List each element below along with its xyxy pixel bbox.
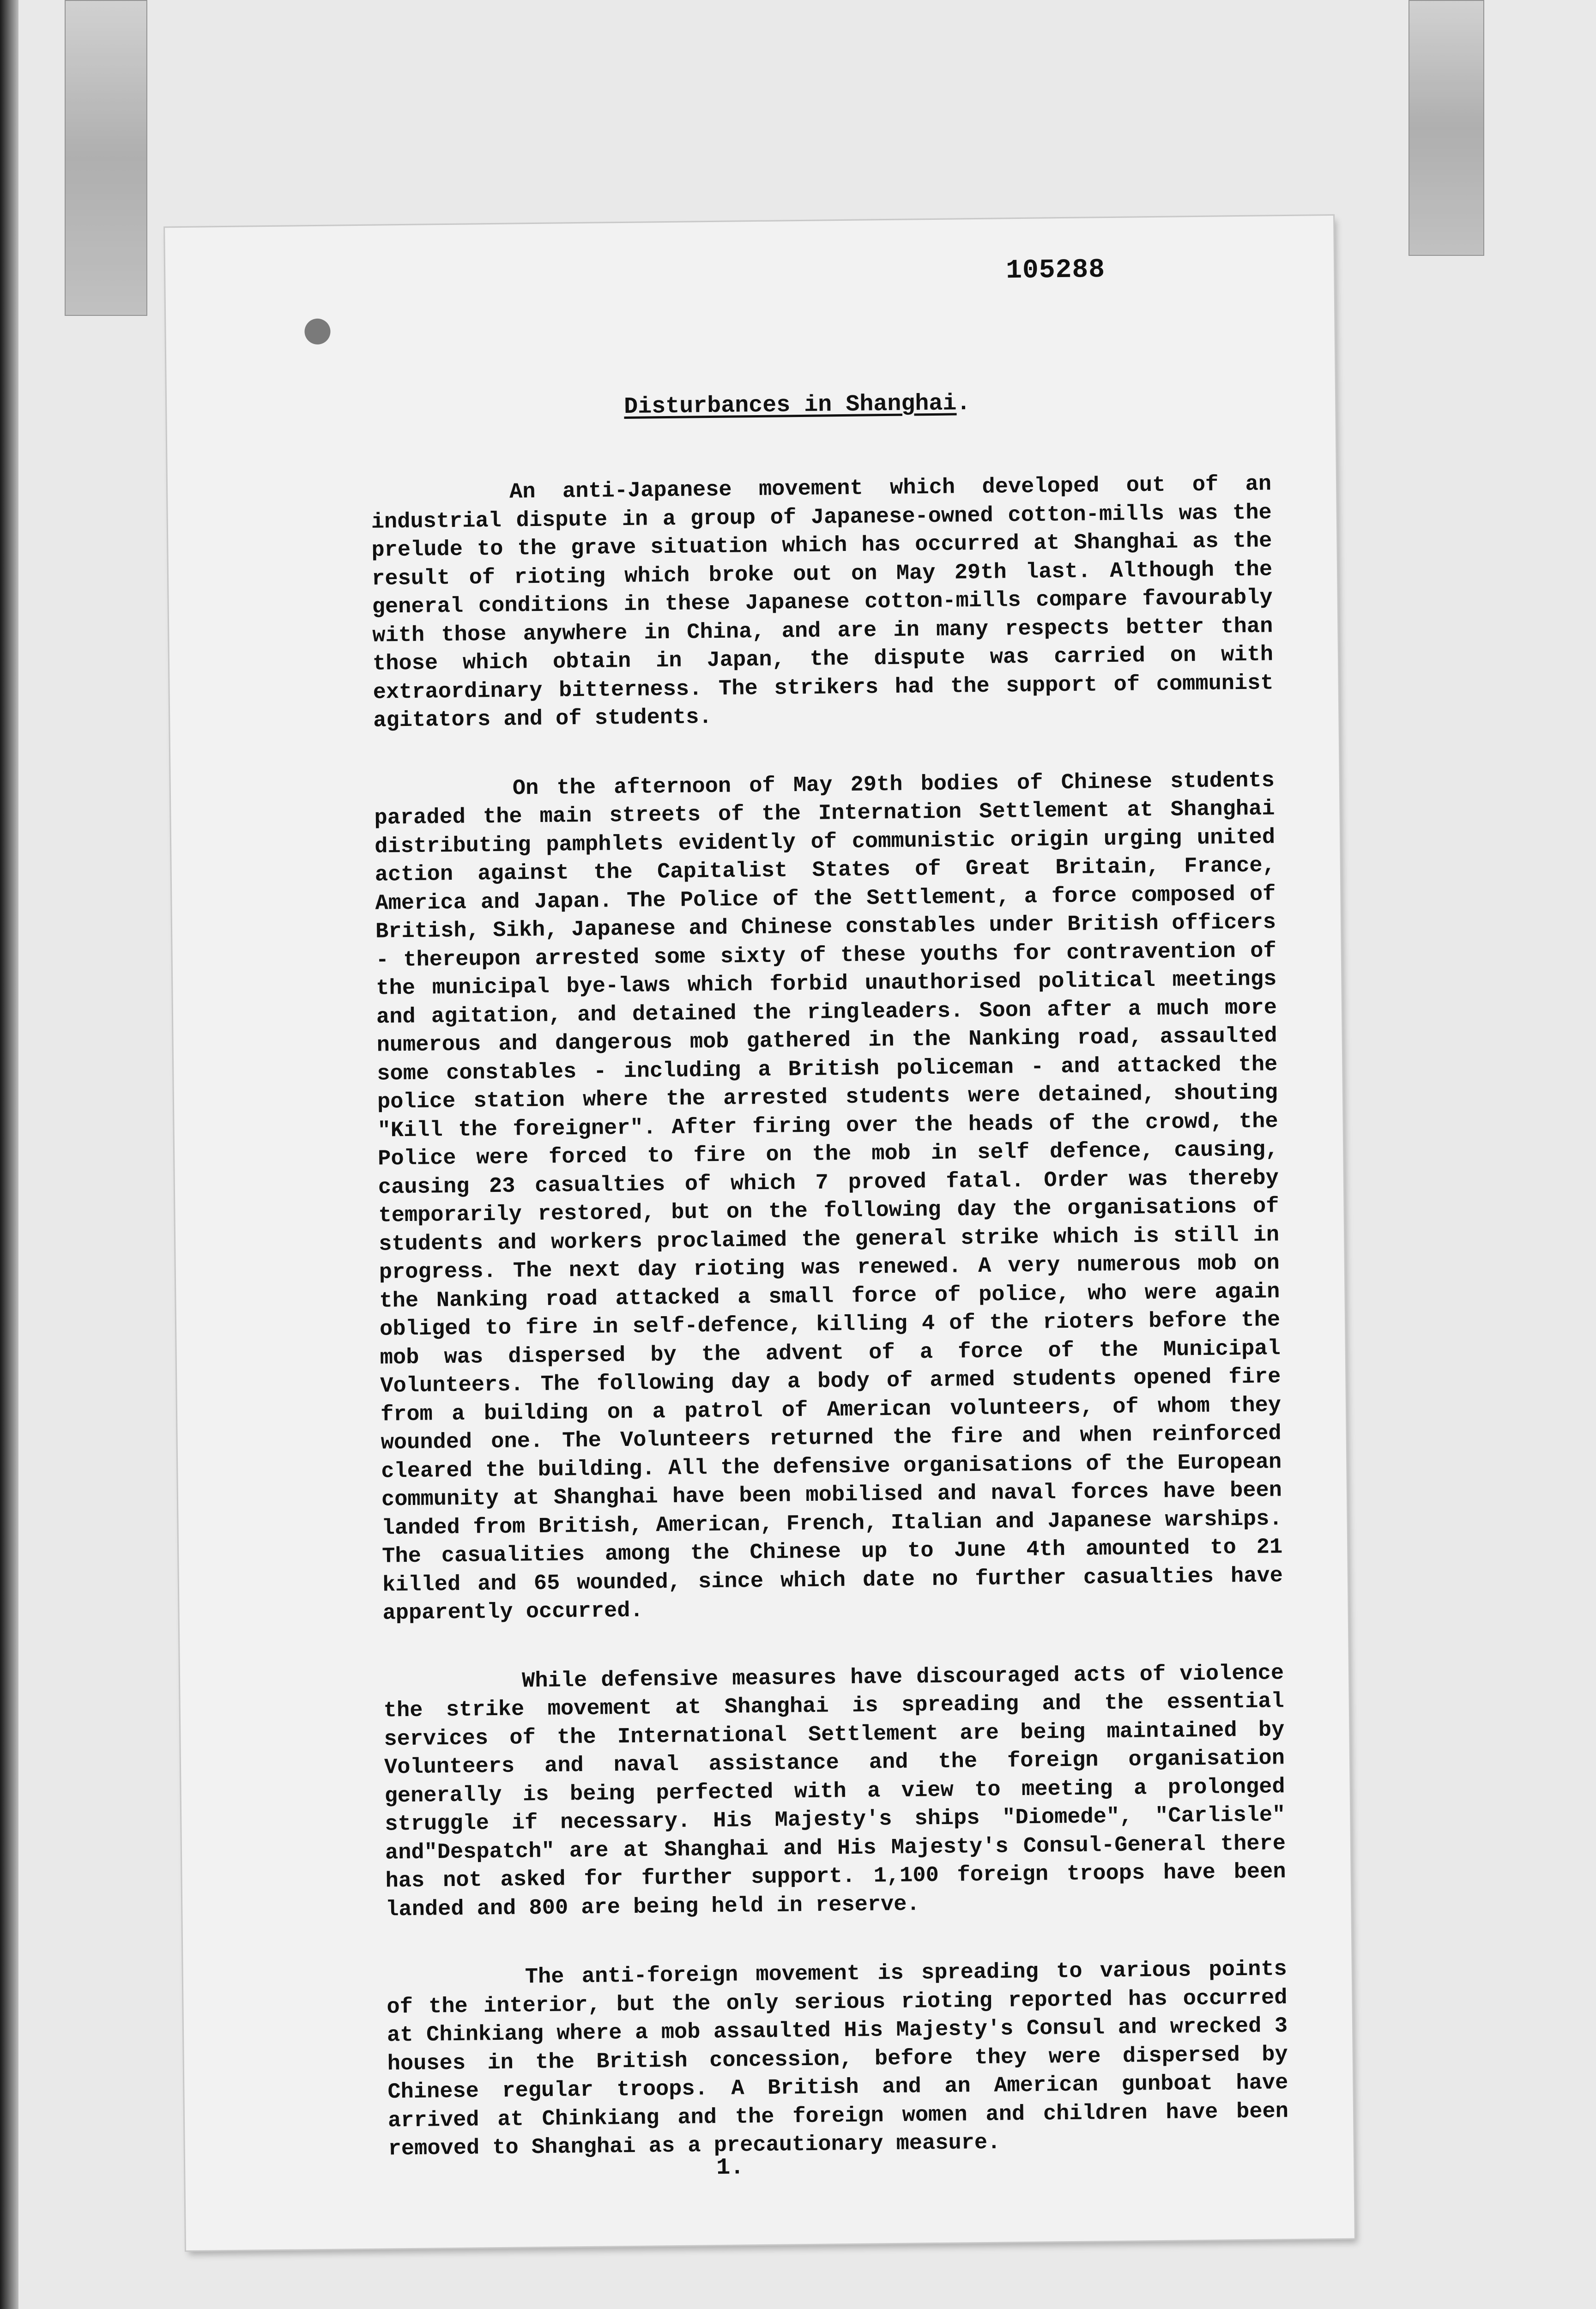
document-number: 105288 (1005, 255, 1106, 286)
paragraph-may-29-events: On the afternoon of May 29th bodies of Chinese students paraded the main streets of the Internation Settlement at Shanghai distributing pamphlets evidently of communistic origin urging united action against the Capitalist States of Great Britain, France, America and Japan. The Police of the Settlement, a force composed of British, Sikh, Japanese and Chinese constables under British officers - thereupon arrested some sixty of these youths for contravention of the municipal bye-laws which forbid unauthorised political meetings and agitation, and detained the ringleaders. Soon after a much more numerous and dangerous mob gathered in the Nanking road, assaulted some constables - including a British policeman - and attacked the police station where the arrested students were detained, shouting "Kill the foreigner". After firing over the heads of the crowd, the Police were forced to fire on the mob in self defence, causing, causing 23 casualties of which 7 proved fatal. Order was thereby temporarily restored, but on the following day the organisations of students and workers proclaimed the general strike which is still in progress. The next day rioting was renewed. A very numerous mob on the Nanking road attacked a small force of police, who were again obliged to fire in self-defence, killing 4 of the rioters before the mob was dispersed by the advent of a force of the Municipal Volunteers. The following day a body of armed students opened fire from a building on a patrol of American volunteers, of whom they wounded one. The Volunteers returned the fire and when reinforced cleared the building. All the defensive organisations of the European community at Shanghai have been mobilised and naval forces have been landed from British, American, French, Italian and Japanese warships. The casualities among the Chinese up to June 4th amounted to 21 killed and 65 wounded, since which date no further casualties have apparently occurred. (374, 768, 1283, 1626)
mounting-tape (65, 0, 147, 316)
page-number: 1. (716, 2154, 744, 2182)
punch-hole (304, 319, 331, 345)
document-page (165, 216, 1354, 2250)
paragraph-interior-movement: The anti-foreign movement is spreading to various points of the interior, but the only serious rioting reported has occurred at Chinkiang where a mob assaulted His Majesty's Consul and wrecked 3 houses in the British concession, before they were dispersed by Chinese regular troops. A British and an American gunboat have arrived at Chinkiang and the foreign women and children have been removed to Shanghai as a precautionary measure. (387, 1957, 1289, 2162)
mounting-tape (1409, 0, 1484, 256)
document-title-text: Disturbances in Shanghai (623, 390, 957, 420)
document-title-period: . (956, 390, 971, 417)
paragraph-strike-origin: An anti-Japanese movement which developed out of an industrial dispute in a group of Japanese-owned cotton-mills was the prelude to the grave situation which has occurred at Shanghai as the result of rioting which broke out on May 29th last. Although the general conditions in these Japanese cotton-mills compare favourably with those anywhere in China, and are in many respects better than those which obtain in Japan, the dispute was carried on with extraordinary bitterness. The strikers had the support of communist agitators and of students. (371, 472, 1274, 733)
document-body (371, 470, 1289, 2204)
paragraph-defensive-measures: While defensive measures have discouraged acts of violence the strike movement at Shanghai is spreading and the essential services of the International Settlement are being maintained by Volunteers and naval assistance and the foreign organisation generally is being perfected with a view to meeting a prolonged struggle if necessary. His Majesty's ships "Diomede", "Carlisle" and"Despatch" are at Shanghai and His Majesty's Consul-General there has not asked for further support. 1,100 foreign troops have been landed and 800 are being held in reserve. (383, 1661, 1286, 1922)
film-frame-edge (0, 0, 18, 2309)
document-title (624, 390, 971, 420)
